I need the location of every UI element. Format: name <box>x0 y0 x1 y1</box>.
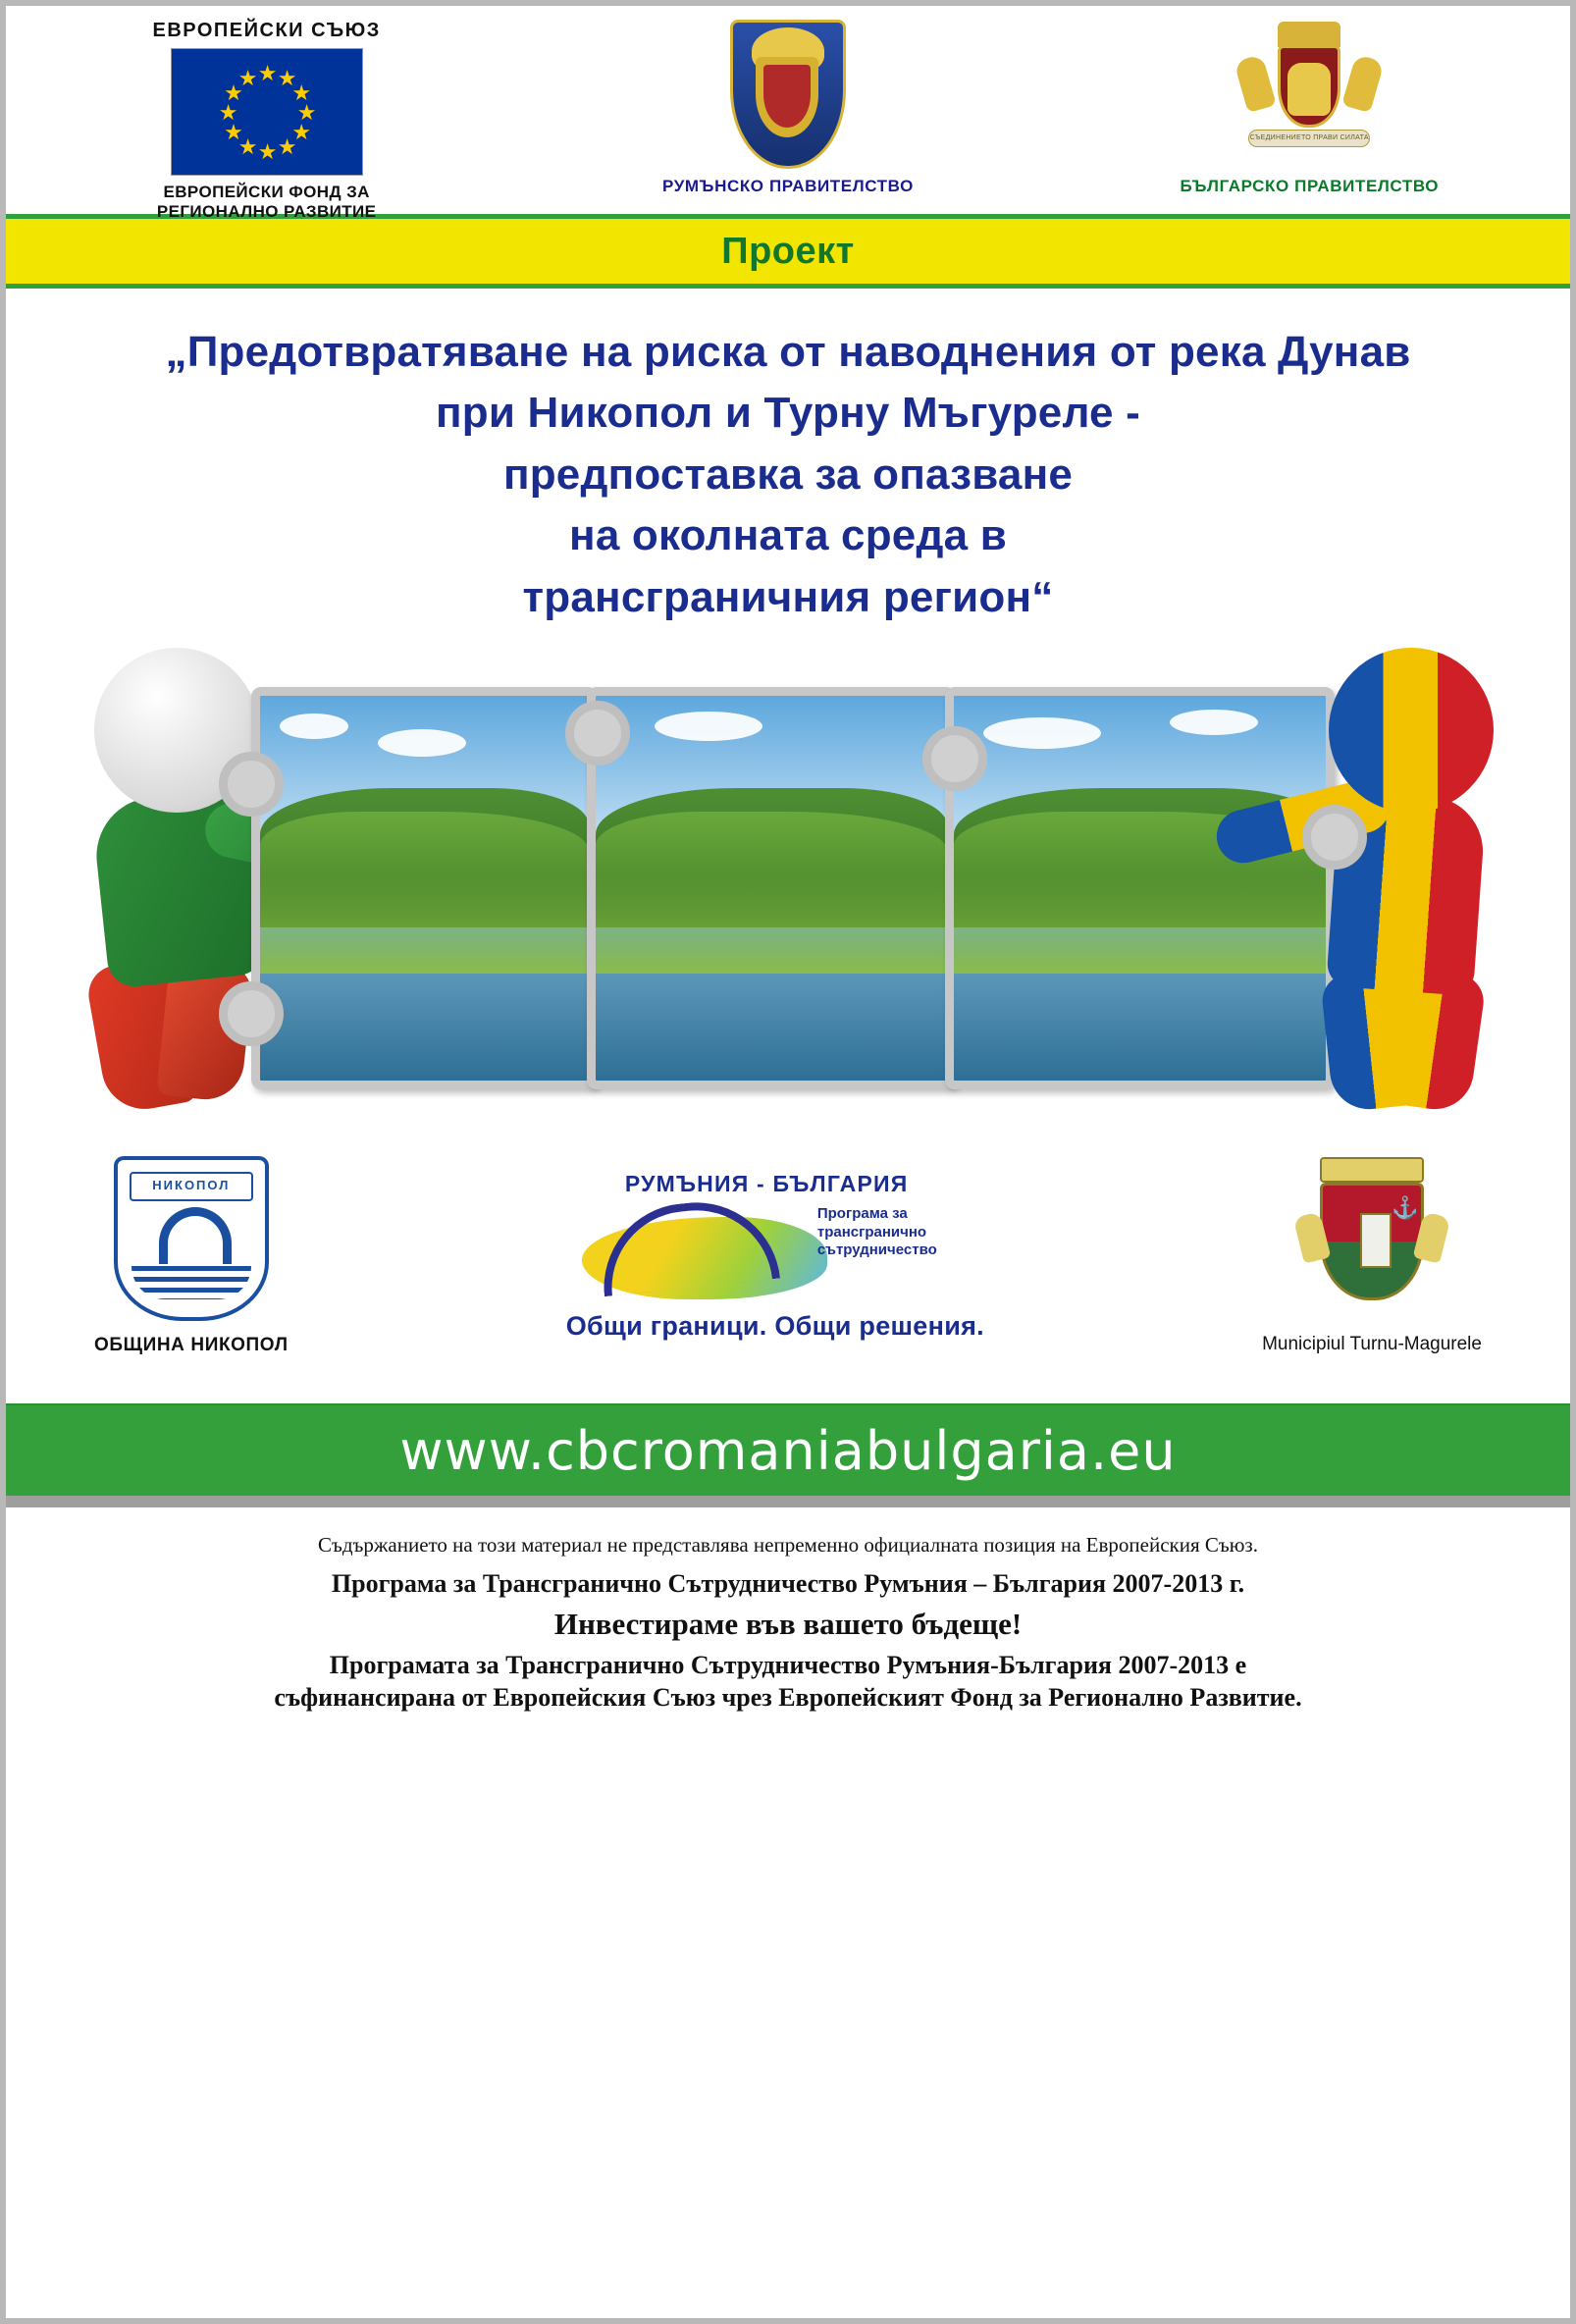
footer-line-2: Програма за Трансгранично Сътрудничество Румъния – България 2007-2013 г. <box>331 1569 1245 1599</box>
title-line-2: при Никопол и Турну Мъгуреле - <box>436 389 1140 438</box>
puzzle-landscape <box>251 687 1335 1089</box>
eu-title: ЕВРОПЕЙСКИ СЪЮЗ <box>152 20 381 41</box>
title-line-5: трансграничния регион“ <box>522 572 1054 621</box>
bulgaria-gov-block <box>1051 20 1567 196</box>
cbc-programme-line3: сътрудничество <box>816 1241 937 1258</box>
partner-logos <box>6 1109 1570 1403</box>
project-banner <box>6 214 1570 289</box>
bulgaria-gov-label: БЪЛГАРСКО ПРАВИТЕЛСТВО <box>1180 177 1440 195</box>
eu-fund-line1: ЕВРОПЕЙСКИ ФОНД ЗА <box>163 183 370 201</box>
title-line-3: предпоставка за опазване <box>502 449 1074 499</box>
footer-line-1: Съдържанието на този материал не представлява непременно официалната позиция на Европейския Съюз. <box>318 1533 1258 1558</box>
puzzle-piece-left <box>251 687 598 1089</box>
eu-star-icon: ★ <box>291 80 312 105</box>
nikopol-emblem-text: НИКОПОЛ <box>130 1172 253 1201</box>
footer-disclaimer <box>6 1507 1570 1727</box>
footer-line-4a: Програмата за Трансгранично Сътрудничество Румъния-България 2007-2013 е <box>329 1651 1247 1680</box>
footer-line-4 <box>41 1650 1535 1714</box>
title-line-4: на околната среда в <box>569 511 1007 560</box>
nikopol-logo-block <box>94 1156 289 1356</box>
eu-star-icon: ★ <box>291 120 312 144</box>
project-title <box>6 289 1570 638</box>
cbc-programme-text <box>817 1205 984 1259</box>
eu-star-icon: ★ <box>237 133 258 159</box>
eu-star-icon: ★ <box>296 100 317 125</box>
eu-star-icon: ★ <box>224 120 243 144</box>
eu-logo-block <box>9 20 525 221</box>
header-logos <box>6 6 1570 221</box>
cbc-slogan: Общи граници. Общи решения. <box>565 1311 984 1342</box>
romania-gov-block <box>530 20 1046 196</box>
eu-star-icon: ★ <box>277 66 297 91</box>
cbc-programme-line1: Програма за <box>816 1205 908 1223</box>
footer-line-4b: съфинансирана от Европейския Съюз чрез Европейският Фонд за Регионално Развитие. <box>274 1682 1302 1712</box>
eu-fund-label <box>157 183 376 221</box>
eu-star-icon: ★ <box>218 100 238 125</box>
eu-star-icon: ★ <box>237 66 258 91</box>
cbc-programme-logo-block <box>564 1171 986 1342</box>
illustration <box>6 648 1570 1109</box>
romania-coat-of-arms-icon <box>730 20 846 169</box>
cbc-top-label: РУМЪНИЯ - БЪЛГАРИЯ <box>624 1171 909 1197</box>
website-url[interactable]: www.cbcromaniabulgaria.eu <box>399 1419 1177 1482</box>
puzzle-piece-middle <box>587 687 955 1089</box>
footer-line-3: Инвестираме във вашето бъдеще! <box>553 1607 1023 1642</box>
project-label: Проект <box>721 230 855 272</box>
eu-star-icon: ★ <box>224 80 243 105</box>
cbc-programme-line2: трансгранично <box>816 1223 927 1241</box>
nikopol-caption: ОБЩИНА НИКОПОЛ <box>94 1335 289 1356</box>
bulgaria-motto-ribbon: СЪЕДИНЕНИЕТО ПРАВИ СИЛАТА <box>1248 130 1370 147</box>
website-banner[interactable] <box>6 1403 1570 1496</box>
eu-flag-icon <box>171 48 363 176</box>
eu-star-icon: ★ <box>277 133 297 159</box>
romania-gov-label: РУМЪНСКО ПРАВИТЕЛСТВО <box>662 177 914 195</box>
bulgaria-coat-of-arms-icon <box>1231 20 1388 169</box>
turnu-magurele-logo-block <box>1262 1157 1482 1355</box>
title-line-1: „Предотвратяване на риска от наводнения от река Дунав <box>165 328 1411 376</box>
nikopol-emblem-icon <box>114 1156 269 1321</box>
banner-shadow <box>6 1496 1570 1507</box>
anchor-icon: ⚓ <box>1392 1195 1419 1221</box>
eu-fund-line2: РЕГИОНАЛНО РАЗВИТИЕ <box>156 201 377 221</box>
turnu-magurele-caption: Municipiul Turnu-Magurele <box>1262 1334 1482 1355</box>
cbc-mark-icon <box>564 1199 937 1307</box>
eu-star-icon: ★ <box>257 139 278 164</box>
eu-star-icon: ★ <box>257 61 278 85</box>
figure-right-icon <box>1254 648 1519 1109</box>
turnu-magurele-emblem-icon <box>1298 1157 1445 1322</box>
